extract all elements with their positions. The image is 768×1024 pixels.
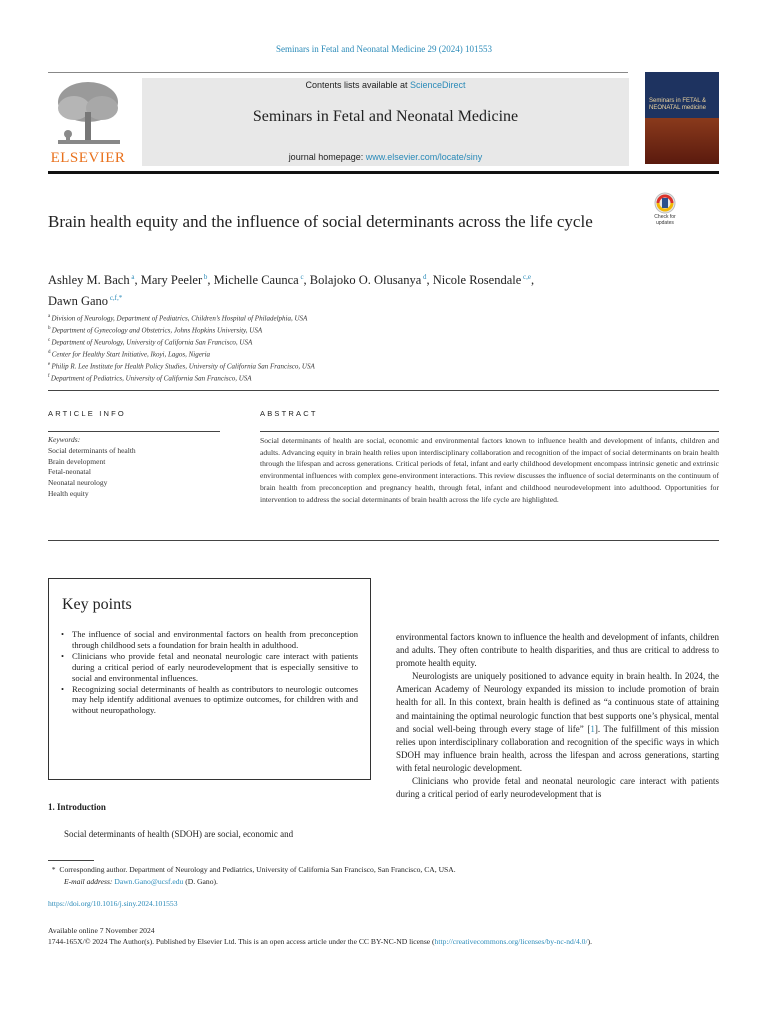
abstract-heading: ABSTRACT [260,409,318,418]
reference-link[interactable]: 1 [590,723,595,734]
journal-title: Seminars in Fetal and Neonatal Medicine [252,108,519,125]
journal-cover-image [645,72,719,164]
header-thick-rule [48,171,719,174]
author-name[interactable]: Dawn Gano [48,294,109,309]
journal-homepage-line [142,152,629,162]
keywords-label: Keywords: [48,435,81,444]
check-for-updates-badge[interactable] [646,192,684,228]
email-label: E-mail address: [64,876,115,886]
elsevier-wordmark: ELSEVIER [50,150,126,166]
affiliation-item: $^e$ Philip R. Lee Institute for Health Policy Studies, University of California San Francisco, USA [48,361,315,371]
key-point-item: • Clinicians who provide fetal and neonatal neurologic care interact with patients during a critical period of early neurodevelopment that is especially sensitive to social and environmental influences. [60,651,358,684]
homepage-link[interactable]: www.elsevier.com/locate/siny [365,152,483,162]
abstract-text: Social determinants of health are social, economic and environmental factors known to influence health and development of infants, children and adults. Advancing equity in brain health relies upon interdisciplinary collaboration and recognition of the impact of social determinants on brain health through the lifespan and across generations. Critical periods of fetal, infant and early childhood development encompass intrinsic genetic and extrinsic environmental influences with complex gene-environment interactions. This review discusses the influence of social determinants on the continuum of brain health from preconception and pregnancy health, through fetal, infant and childhood neurodevelopment into adulthood. Opportunities for intervention to address the social determinants of brain health across the life cycle are highlighted. [260,436,719,504]
email-suffix: (D. Gano). [183,876,218,886]
divider [260,431,719,432]
body-paragraph: environmental factors known to influence the health and development of infants, children and adults. They often contribute to health disparities, and thus are critical to address to promote health equity. [396,632,719,669]
author-affiliation-marker[interactable]: c,e [521,273,531,281]
affiliation-list [48,312,708,384]
doi-link[interactable]: https://doi.org/10.1016/j.siny.2024.101553 [48,899,178,908]
author-affiliation-marker[interactable]: c,f,* [108,294,123,303]
key-points-title: Key points [62,596,132,613]
keyword-item: Fetal-neonatal [48,467,91,477]
key-points-list [60,629,358,716]
body-paragraph [396,670,719,775]
introduction-paragraph: Social determinants of health (SDOH) are social, economic and [64,829,294,839]
divider [48,540,719,541]
availability-license [48,926,719,947]
author-name[interactable]: Bolajoko O. Olusanya [309,273,422,288]
article-title: Brain health equity and the influence of social determinants across the life cycle [48,212,593,231]
sciencedirect-link[interactable]: ScienceDirect [410,80,466,90]
corresponding-author-footnote [48,864,719,887]
introduction-heading: 1. Introduction [48,802,106,812]
author-affiliation-marker[interactable]: b [202,273,208,281]
divider [48,390,719,391]
body-right-column [396,631,719,801]
contents-prefix: Contents lists available at [305,80,411,90]
check-updates-icon [646,192,684,216]
paragraph-text: Neurologists are uniquely positioned to advance equity in brain health. In 2024, the American Academy of Neurology expanded its mission to include promotion of brain health for all. In this context, brain health is defined as “a continuous state of attaining and maintaining the optimal neurologic function that best supports one’s physical, mental and social well-being through every stage of life” [ [396,671,719,734]
email-link[interactable]: Dawn.Gano@ucsf.edu [114,876,184,886]
paragraph-text: ]. The fulfillment of this mission relies upon interdisciplinary collaboration and recognition of the specific ways in which SDOH may influence brain health, across the lifespan and across generations, starting with fetal neurologic development. [396,723,720,773]
header-top-rule [48,72,628,73]
check-updates-label: Check for updates [654,214,676,226]
contents-available-line [142,80,629,90]
author-affiliation-marker[interactable]: a [129,273,135,281]
body-paragraph: Clinicians who provide fetal and neonatal neurologic care interact with patients during a critical period of early neurodevelopment that is [396,776,719,800]
keyword-item: Brain development [48,456,106,466]
asterisk-marker: * [48,865,60,874]
author-name[interactable]: Ashley M. Bach [48,273,130,288]
footnote-rule [48,860,94,861]
homepage-prefix: journal homepage: [288,152,366,162]
author-list: Ashley M. Bach $^a$, Mary Peeler $^b$, Michelle Caunca $^c$, Bolajoko O. Olusanya $^d$, Nicole Rosendale $^{c,e}$, Dawn Gano $^{c,f,*}$ [48,273,535,309]
key-point-item: • Recognizing social determinants of health as contributors to neurologic outcomes may help identify additional avenues to optimize outcomes, for children with and without neuropathology. [60,684,358,717]
license-suffix: ). [587,936,592,946]
cover-title: Seminars in FETAL & NEONATAL medicine [649,98,707,111]
corresponding-text: Corresponding author. Department of Neurology and Pediatrics, University of California San Francisco, San Francisco, CA, USA. [59,865,456,874]
author-name[interactable]: Nicole Rosendale [432,273,522,288]
available-online: Available online 7 November 2024 [48,926,155,935]
affiliation-item: $^b$ Department of Gynecology and Obstetrics, Johns Hopkins University, USA [48,325,263,335]
author-affiliation-marker[interactable]: d [421,273,427,281]
article-info-heading: ARTICLE INFO [48,409,126,418]
author-affiliation-marker[interactable]: c [298,273,304,281]
journal-citation[interactable]: Seminars in Fetal and Neonatal Medicine 29 (2024) 101553 [276,44,492,54]
affiliation-item: $^c$ Department of Neurology, University of California San Francisco, USA [48,337,253,347]
license-text: 1744-165X/© 2024 The Author(s). Published by Elsevier Ltd. This is an open access article under the CC BY-NC-ND license ( [48,936,435,946]
key-point-item: • The influence of social and environmental factors on health from preconception through childhood sets a foundation for brain health in adulthood. [60,629,358,651]
affiliation-item: $^d$ Center for Healthy Start Initiative, Ikoyi, Lagos, Nigeria [48,349,211,359]
divider [48,431,220,432]
keyword-item: Neonatal neurology [48,478,108,488]
affiliation-item: $^f$ Department of Pediatrics, University of California San Francisco, USA [48,373,252,382]
keywords-block [48,435,223,500]
author-name[interactable]: Michelle Caunca [213,273,299,288]
keyword-item: Social determinants of health [48,445,136,455]
keyword-item: Health equity [48,488,89,498]
license-link[interactable]: http://creativecommons.org/licenses/by-nc-nd/4.0/ [434,936,588,946]
affiliation-item: $^a$ Division of Neurology, Department of Pediatrics, Children’s Hospital of Philadelphia, USA [48,314,308,323]
author-name[interactable]: Mary Peeler [140,273,203,288]
